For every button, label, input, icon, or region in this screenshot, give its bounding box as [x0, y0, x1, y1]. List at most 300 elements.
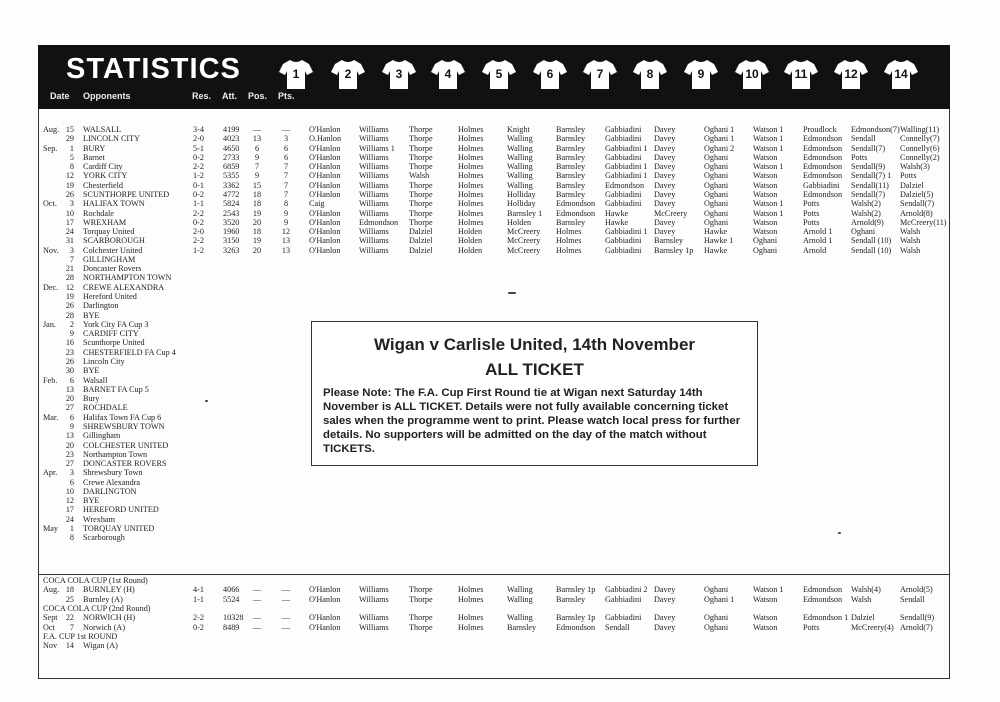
player-cell: Edmondson [556, 199, 596, 209]
fixture-day: 7 [69, 622, 74, 632]
shirt-number: 4 [444, 67, 452, 81]
fixture-result: 1-1 [193, 199, 204, 209]
fixture-day: 6 [69, 412, 74, 422]
fixture-points: 7 [283, 180, 289, 190]
shirt-number: 7 [596, 67, 604, 81]
player-cell: McCreery [507, 227, 541, 237]
fixture-result: 2-0 [193, 134, 204, 144]
player-cell: Walling [507, 171, 533, 181]
player-cell: O'Hanlon [309, 171, 341, 181]
player-cell: Williams [359, 208, 389, 218]
player-cell: Williams [359, 236, 389, 246]
player-cell: Arnold(9) [851, 217, 884, 227]
player-cell: Davey [654, 199, 676, 209]
fixture-day: 6 [69, 477, 74, 487]
player-cell: McCreery(11) [900, 217, 947, 227]
player-cell: Watson [753, 227, 778, 237]
player-cell: McCreery(4) [851, 622, 894, 632]
fixture-attendance: 2733 [223, 152, 240, 162]
round-heading-text: COCA COLA CUP (2nd Round) [43, 604, 151, 614]
fixture-month: Sept [43, 613, 58, 623]
player-cell: Holmes [458, 189, 484, 199]
player-cell: Caig [309, 199, 325, 209]
fixture-attendance: 10328 [223, 613, 244, 623]
fixture-result: 2-2 [193, 208, 204, 218]
player-cell: Watson 1 [753, 134, 784, 144]
shirt-5-icon [482, 58, 516, 90]
print-speck [205, 400, 208, 402]
player-cell: Williams [359, 245, 389, 255]
player-cell: Davey [654, 189, 676, 199]
fixture-opponent: Wigan (A) [83, 641, 118, 651]
fixture-day: 9 [69, 329, 74, 339]
player-cell: Holliday [507, 199, 536, 209]
col-pts-label: Pts. [278, 91, 295, 101]
player-cell: Holmes [556, 245, 582, 255]
player-cell: Oghani 1 [704, 594, 735, 604]
player-cell: Williams [359, 171, 389, 181]
player-cell: Gabbiadini [803, 180, 840, 190]
player-cell: Holmes [458, 143, 484, 153]
col-date-label: Date [50, 91, 70, 101]
fixture-result: 1-1 [193, 594, 204, 604]
fixture-opponent: Chesterfield [83, 180, 124, 190]
fixture-result: 3-4 [193, 125, 204, 134]
fixture-attendance: 1960 [223, 227, 240, 237]
player-cell: O'Hanlon [309, 585, 341, 595]
player-cell: Arnold 1 [803, 227, 833, 237]
fixture-points: 7 [283, 162, 289, 172]
fixture-points: — [281, 594, 291, 604]
player-cell: Gabbiadini [605, 125, 642, 134]
player-cell: O'Hanlon [309, 143, 341, 153]
player-cell: Gabbiadini 1 [605, 162, 648, 172]
fixture-day: 19 [65, 292, 74, 302]
player-cell: Watson [753, 171, 778, 181]
player-cell: Holmes [458, 125, 484, 134]
player-cell: Hawke 1 [704, 236, 734, 246]
fixture-day: 28 [65, 273, 74, 283]
player-cell: O'Hanlon [309, 622, 341, 632]
fixture-points: 9 [283, 217, 289, 227]
player-cell: Watson [753, 594, 778, 604]
player-cell: Barnsley [556, 125, 586, 134]
player-cell: Arnold(5) [900, 585, 933, 595]
all-ticket-notice [311, 321, 758, 466]
player-cell: Watson [753, 622, 778, 632]
player-cell: Holmes [556, 227, 582, 237]
fixture-opponent: Doncaster Rovers [83, 264, 142, 274]
fixture-day: 1 [69, 524, 74, 534]
player-cell: Holmes [458, 134, 484, 144]
fixture-day: 10 [65, 486, 74, 496]
fixture-day: 8 [69, 162, 74, 172]
fixture-opponent: HEREFORD UNITED [83, 505, 159, 515]
player-cell: Sendall [605, 622, 630, 632]
shirt-10-icon [735, 58, 769, 90]
player-cell: Sendall(9) [900, 613, 935, 623]
player-cell: Walsh(2) [851, 199, 881, 209]
fixture-result: 4-1 [193, 585, 204, 595]
player-cell: Thorpe [409, 152, 433, 162]
fixture-position: 9 [254, 152, 260, 162]
player-cell: Barnsley [556, 189, 586, 199]
player-cell: Edmondson [556, 622, 596, 632]
player-cell: Barnsley 1p [654, 245, 694, 255]
fixture-opponent: Rochdale [83, 208, 114, 218]
player-cell: Holden [458, 236, 483, 246]
fixture-day: 26 [65, 189, 74, 199]
fixture-day: 16 [65, 338, 74, 348]
fixture-opponent: Norwich (A) [83, 622, 126, 632]
player-cell: Potts [851, 152, 868, 162]
fixture-attendance: 4199 [223, 125, 240, 134]
player-cell: Walling [507, 180, 533, 190]
player-cell: Walsh(3) [900, 162, 930, 172]
fixture-opponent: SCUNTHORPE UNITED [83, 189, 170, 199]
fixture-opponent: YORK CITY [83, 171, 128, 181]
fixture-position: 7 [254, 162, 260, 172]
player-cell: Barnsley [556, 217, 586, 227]
player-cell: Hawke [704, 227, 728, 237]
player-cell: Thorpe [409, 208, 433, 218]
player-cell: Holmes [458, 585, 484, 595]
player-cell: Sendall(7) [851, 189, 886, 199]
fixture-opponent: SHREWSBURY TOWN [83, 421, 165, 431]
player-cell: Oghani [753, 245, 778, 255]
fixture-day: 28 [65, 310, 74, 320]
player-cell: Oghani [753, 236, 778, 246]
fixture-attendance: 5524 [223, 594, 240, 604]
player-cell: Barnsley [654, 236, 684, 246]
player-cell: Holmes [458, 613, 484, 623]
fixture-day: 15 [65, 125, 74, 134]
fixture-result: 0-2 [193, 217, 204, 227]
fixture-day: 22 [65, 613, 74, 623]
player-cell: Sendall(7) [900, 199, 935, 209]
player-cell: Hawke [605, 208, 629, 218]
fixture-opponent: BYE [83, 496, 100, 506]
fixture-day: 1 [69, 143, 74, 153]
fixture-attendance: 2543 [223, 208, 240, 218]
fixture-attendance: 4066 [223, 585, 240, 595]
player-cell: Gabbiadini 1 [605, 171, 648, 181]
player-cell: Watson 1 [753, 162, 784, 172]
fixture-day: 31 [65, 236, 74, 246]
fixture-day: 18 [65, 585, 74, 595]
fixture-month: Aug. [43, 125, 60, 134]
fixture-day: 17 [65, 217, 74, 227]
fixture-opponent: WALSALL [83, 125, 122, 134]
player-cell: Davey [654, 143, 676, 153]
fixture-points: — [281, 622, 291, 632]
fixture-points: — [281, 585, 291, 595]
shirt-8-icon [633, 58, 667, 90]
fixture-day: 2 [69, 319, 74, 329]
player-cell: Watson 1 [753, 125, 784, 134]
fixture-opponent: BURNLEY (H) [83, 585, 135, 595]
player-cell: Thorpe [409, 134, 433, 144]
fixture-month: Jan. [43, 319, 56, 329]
fixture-month: Feb. [43, 375, 58, 385]
player-cell: Watson 1 [753, 585, 784, 595]
player-cell: Oghani 1 [704, 125, 735, 134]
player-cell: Gabbiadini [605, 613, 642, 623]
player-cell: Edmondson [803, 585, 843, 595]
player-cell: Sendall(7) [851, 143, 886, 153]
player-cell: Walling [507, 585, 533, 595]
player-cell: Oghani 2 [704, 143, 735, 153]
player-cell: O'Hanlon [309, 125, 341, 134]
player-cell: Davey [654, 585, 676, 595]
player-cell: Potts [803, 217, 820, 227]
fixture-opponent: COLCHESTER UNITED [83, 440, 169, 450]
player-cell: Thorpe [409, 594, 433, 604]
fixture-day: 27 [65, 403, 74, 413]
player-cell: Holmes [458, 622, 484, 632]
stats-header [38, 45, 950, 109]
fixture-position: 20 [252, 217, 262, 227]
fixture-points: 6 [283, 152, 289, 162]
fixture-day: 13 [65, 384, 74, 394]
player-cell: McCreery [654, 208, 688, 218]
player-cell: Davey [654, 152, 676, 162]
player-cell: Holden [507, 217, 532, 227]
player-cell: Edmondson [803, 162, 843, 172]
fixture-day: 12 [65, 496, 74, 506]
player-cell: O'Hanlon [309, 245, 341, 255]
player-cell: Williams [359, 162, 389, 172]
fixture-opponent: Hereford United [83, 292, 137, 302]
fixture-opponent: Walsall [83, 375, 108, 385]
fixture-opponent: LINCOLN CITY [83, 134, 141, 144]
fixture-result: 2-2 [193, 613, 204, 623]
fixture-opponent: Barnet [83, 152, 105, 162]
player-cell: Thorpe [409, 180, 433, 190]
fixture-points: 8 [283, 199, 289, 209]
player-cell: Williams [359, 227, 389, 237]
player-cell: Davey [654, 227, 676, 237]
player-cell: Edmondson [803, 134, 843, 144]
fixture-opponent: Halifax Town FA Cup 6 [83, 412, 162, 422]
player-cell: Oghani [704, 152, 729, 162]
player-cell: Davey [654, 217, 676, 227]
fixture-day: 5 [69, 152, 74, 162]
fixture-month: Nov. [43, 245, 59, 255]
fixture-result: 1-2 [193, 171, 204, 181]
player-cell: Walsh [409, 171, 430, 181]
player-cell: Holden [458, 245, 483, 255]
player-cell: Watson 1 [753, 208, 784, 218]
notice-body: Please Note: The F.A. Cup First Round tie at Wigan next Saturday 14th November is ALL TICKET. Details were not fully available concerning ticket sales when the programme went to print. Please watch local press for further details. No supporters will be admitted on the day of the match without TICKETS. [323, 387, 741, 455]
player-cell: Walling [507, 143, 533, 153]
player-cell: Edmondson [359, 217, 399, 227]
fixture-points: 7 [283, 171, 289, 181]
fixture-day: 21 [65, 264, 74, 274]
fixture-day: 3 [69, 468, 74, 478]
player-cell: Williams [359, 613, 389, 623]
player-cell: Connelly(2) [900, 152, 940, 162]
player-cell: Oghani [704, 208, 729, 218]
fixture-opponent: Darlington [83, 301, 119, 311]
player-cell: Potts [803, 199, 820, 209]
fixture-day: 26 [65, 357, 74, 366]
player-cell: Oghani [704, 613, 729, 623]
player-cell: Arnold(8) [900, 208, 933, 218]
player-cell: Oghani [704, 162, 729, 172]
shirt-7-icon [583, 58, 617, 90]
player-cell: Gabbiadini [605, 189, 642, 199]
shirt-number: 10 [745, 67, 759, 81]
player-cell: Potts [900, 171, 917, 181]
player-cell: Davey [654, 162, 676, 172]
shirt-number: 5 [495, 67, 503, 81]
fixture-opponent: TORQUAY UNITED [83, 524, 155, 534]
player-cell: Davey [654, 180, 676, 190]
shirt-9-icon [684, 58, 718, 90]
fixture-month: Dec. [43, 282, 59, 292]
fixture-day: 12 [65, 171, 74, 181]
shirt-1-icon [279, 58, 313, 90]
fixture-row [0, 641, 1000, 651]
player-cell: Holmes [458, 208, 484, 218]
fixture-opponent: Burnley (A) [83, 594, 123, 604]
notice-subheading: ALL TICKET [485, 360, 584, 379]
fixture-position: 19 [252, 208, 262, 218]
player-cell: Proudlock [803, 125, 837, 134]
player-cell: O'Hanlon [309, 189, 341, 199]
player-cell: Hawke [704, 245, 728, 255]
fixture-day: 8 [69, 533, 74, 543]
fixture-opponent: Gillingham [83, 431, 121, 441]
player-cell: Barnsley 1p [556, 585, 596, 595]
player-cell: Walsh [900, 236, 921, 246]
player-cell: Watson [753, 152, 778, 162]
player-cell: Gabbiadini [605, 245, 642, 255]
fixture-opponent: NORWICH (H) [83, 613, 136, 623]
player-cell: Thorpe [409, 585, 433, 595]
player-cell: Williams [359, 199, 389, 209]
print-speck [508, 292, 516, 294]
player-cell: Dalziel [409, 245, 433, 255]
fixture-opponent: NORTHAMPTON TOWN [83, 273, 172, 283]
player-cell: Sendall [851, 134, 876, 144]
fixture-month: Oct. [43, 199, 57, 209]
player-cell: Walling [507, 134, 533, 144]
player-cell: Connelly(7) [900, 134, 940, 144]
player-cell: O'Hanlon [309, 227, 341, 237]
fixture-day: 25 [65, 594, 74, 604]
player-cell: Oghani [704, 171, 729, 181]
fixture-points: 9 [283, 208, 289, 218]
fixture-result: 5-1 [193, 143, 204, 153]
player-cell: Holmes [458, 162, 484, 172]
player-cell: Thorpe [409, 189, 433, 199]
player-cell: Sendall(9) [851, 162, 886, 172]
player-cell: Gabbiadini [605, 152, 642, 162]
fixture-month: Aug. [43, 585, 60, 595]
fixture-position: — [252, 125, 262, 134]
fixture-points: 6 [283, 143, 289, 153]
fixture-opponent: WREXHAM [83, 217, 127, 227]
fixture-opponent: Northampton Town [83, 449, 148, 459]
fixture-points: 12 [281, 227, 291, 237]
player-cell: Davey [654, 613, 676, 623]
col-opponents-label: Opponents [83, 91, 131, 101]
shirt-number: 6 [546, 67, 554, 81]
player-cell: Oghani [704, 622, 729, 632]
fixture-result: 2-2 [193, 236, 204, 246]
player-cell: Williams [359, 152, 389, 162]
player-cell: Oghani [704, 585, 729, 595]
player-cell: Barnsley [556, 171, 586, 181]
fixture-position: 6 [254, 143, 260, 153]
fixture-day: 13 [65, 431, 74, 441]
player-cell: Walling [507, 594, 533, 604]
fixture-day: 26 [65, 301, 74, 311]
fixture-result: 2-2 [193, 162, 204, 172]
fixture-day: 14 [65, 641, 74, 651]
fixture-month: May [43, 524, 59, 534]
player-cell: Edmondson [803, 189, 843, 199]
player-cell: Walsh [900, 227, 921, 237]
fixture-position: 15 [252, 180, 262, 190]
player-cell: Thorpe [409, 143, 433, 153]
player-cell: Barnsley [556, 162, 586, 172]
fixture-opponent: Crewe Alexandra [83, 477, 141, 487]
player-cell: Walsh(2) [851, 208, 881, 218]
player-cell: Williams [359, 585, 389, 595]
player-cell: Holmes [458, 180, 484, 190]
fixture-attendance: 4650 [223, 143, 240, 153]
fixture-day: 7 [69, 254, 74, 264]
player-cell: Dalziel [409, 227, 433, 237]
fixture-opponent: BYE [83, 366, 100, 376]
round-heading-text: COCA COLA CUP (1st Round) [43, 576, 148, 585]
fixture-day: 23 [65, 347, 74, 357]
player-cell: O'Hanlon [309, 613, 341, 623]
fixture-attendance: 3520 [223, 217, 240, 227]
player-cell: O'Hanlon [309, 217, 341, 227]
player-cell: Holden [458, 227, 483, 237]
fixture-month: Sep. [43, 143, 58, 153]
fixture-opponent: Lincoln City [83, 357, 125, 366]
player-cell: Connelly(6) [900, 143, 940, 153]
fixture-result: 0-2 [193, 189, 204, 199]
notice-heading: Wigan v Carlisle United, 14th November [373, 335, 696, 354]
player-cell: Sendall (10) [851, 236, 892, 246]
round-heading-text: F.A. CUP 1st ROUND [43, 632, 118, 642]
player-cell: Watson [753, 613, 778, 623]
fixture-points: 3 [283, 134, 289, 144]
player-cell: Barnsley 1 [507, 208, 543, 218]
fixture-points: — [281, 613, 291, 623]
player-cell: Williams [359, 180, 389, 190]
player-cell: Thorpe [409, 622, 433, 632]
player-cell: Edmondson(7) [851, 125, 900, 134]
player-cell: Barnsley [556, 180, 586, 190]
player-cell: Gabbiadini 1 [605, 143, 648, 153]
fixture-attendance: 5355 [223, 171, 240, 181]
player-cell: Walling(11) [900, 125, 940, 134]
player-cell: Sendall(7) 1 [851, 171, 892, 181]
fixture-position: 9 [254, 171, 260, 181]
fixture-result: 0-1 [193, 180, 204, 190]
player-cell: Davey [654, 622, 676, 632]
player-cell: O'Hanlon [309, 594, 341, 604]
fixture-opponent: CARDIFF CITY [83, 329, 139, 339]
player-cell: Walsh(4) [851, 585, 881, 595]
